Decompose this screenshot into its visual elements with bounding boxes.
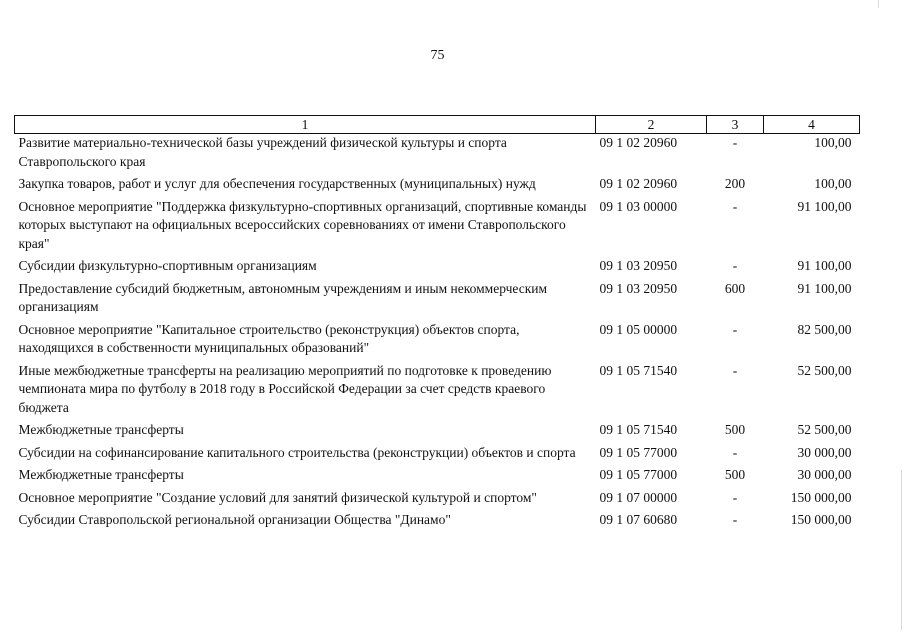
table-row [15, 362, 860, 422]
row-code: 09 1 07 00000 [599, 489, 678, 505]
header-col-1: 1 [15, 116, 596, 134]
row-code: 09 1 02 20960 [599, 135, 678, 150]
row-type: 500 [724, 467, 746, 482]
row-amount: 150 000,00 [790, 489, 852, 505]
row-type: - [732, 362, 738, 378]
row-type: 500 [724, 422, 746, 437]
header-col-4: 4 [764, 116, 860, 134]
table-row [15, 198, 860, 258]
table-row [15, 511, 860, 534]
table-row [15, 489, 860, 512]
budget-table [14, 115, 860, 534]
table-row [15, 280, 860, 321]
row-code: 09 1 05 77000 [599, 444, 678, 460]
row-name: Межбюджетные трансферты [18, 467, 184, 482]
row-amount: 150 000,00 [790, 512, 852, 527]
row-name: Субсидии Ставропольской региональной организации Общества "Динамо" [18, 512, 451, 527]
header-row [15, 116, 860, 134]
row-name: Иные межбюджетные трансферты на реализацию мероприятий по подготовке к проведению чемпионата мира по футболу в 2018 году в Российской Федерации за счет средств краевого бюджета [18, 362, 552, 415]
row-amount: 91 100,00 [797, 280, 852, 296]
table-row [15, 321, 860, 362]
table-body [15, 134, 860, 534]
row-amount: 30 000,00 [797, 467, 852, 482]
table-row [15, 175, 860, 198]
row-code: 09 1 05 00000 [599, 321, 678, 337]
row-type: 600 [724, 280, 746, 296]
row-name: Межбюджетные трансферты [18, 422, 184, 437]
row-name: Развитие материально-технической базы учреждений физической культуры и спорта Ставропольского края [18, 135, 507, 169]
row-name: Основное мероприятие "Поддержка физкультурно-спортивных организаций, спортивные команды которых выступают на официальных всероссийских соревнованиях от имени Ставропольского края" [18, 198, 587, 251]
row-amount: 100,00 [814, 176, 852, 191]
row-name: Субсидии физкультурно-спортивным организациям [18, 258, 317, 273]
margin-mark [878, 0, 879, 8]
row-amount: 52 500,00 [797, 422, 852, 437]
header-col-3: 3 [707, 116, 764, 134]
row-type: - [732, 135, 738, 150]
row-amount: 91 100,00 [797, 198, 852, 214]
table-row [15, 466, 860, 489]
row-type: - [732, 489, 738, 505]
row-type: - [732, 321, 738, 337]
row-code: 09 1 03 00000 [599, 198, 678, 214]
row-code: 09 1 05 77000 [599, 467, 678, 482]
row-code: 09 1 07 60680 [599, 512, 678, 527]
row-type: 200 [724, 176, 746, 191]
row-type: - [732, 444, 738, 460]
row-amount: 100,00 [814, 135, 852, 150]
row-code: 09 1 03 20950 [599, 258, 678, 273]
row-amount: 91 100,00 [797, 258, 852, 273]
row-type: - [732, 258, 738, 273]
table-row [15, 421, 860, 444]
row-name: Основное мероприятие "Создание условий для занятий физической культурой и спортом" [18, 489, 537, 505]
row-type: - [732, 198, 738, 214]
header-col-2: 2 [596, 116, 707, 134]
row-code: 09 1 05 71540 [599, 422, 678, 437]
row-amount: 52 500,00 [797, 362, 852, 378]
row-name: Основное мероприятие "Капитальное строительство (реконструкция) объектов спорта, находящихся в собственности муниципальных образований" [18, 321, 520, 355]
table-header [15, 116, 860, 134]
scan-edge-line [901, 470, 902, 630]
row-name: Предоставление субсидий бюджетным, автономным учреждениям и иным некоммерческим организациям [18, 280, 548, 314]
table-row [15, 444, 860, 467]
table-row [15, 134, 860, 176]
row-name: Закупка товаров, работ и услуг для обеспечения государственных (муниципальных) нужд [18, 176, 536, 191]
table-row [15, 257, 860, 280]
row-type: - [732, 512, 738, 527]
page-number: 75 [430, 48, 445, 63]
row-code: 09 1 02 20960 [599, 176, 678, 191]
row-name: Субсидии на софинансирование капитального строительства (реконструкции) объектов и спорта [18, 444, 576, 460]
row-amount: 82 500,00 [797, 321, 852, 337]
row-code: 09 1 03 20950 [599, 280, 678, 296]
row-amount: 30 000,00 [797, 444, 852, 460]
row-code: 09 1 05 71540 [599, 362, 678, 378]
